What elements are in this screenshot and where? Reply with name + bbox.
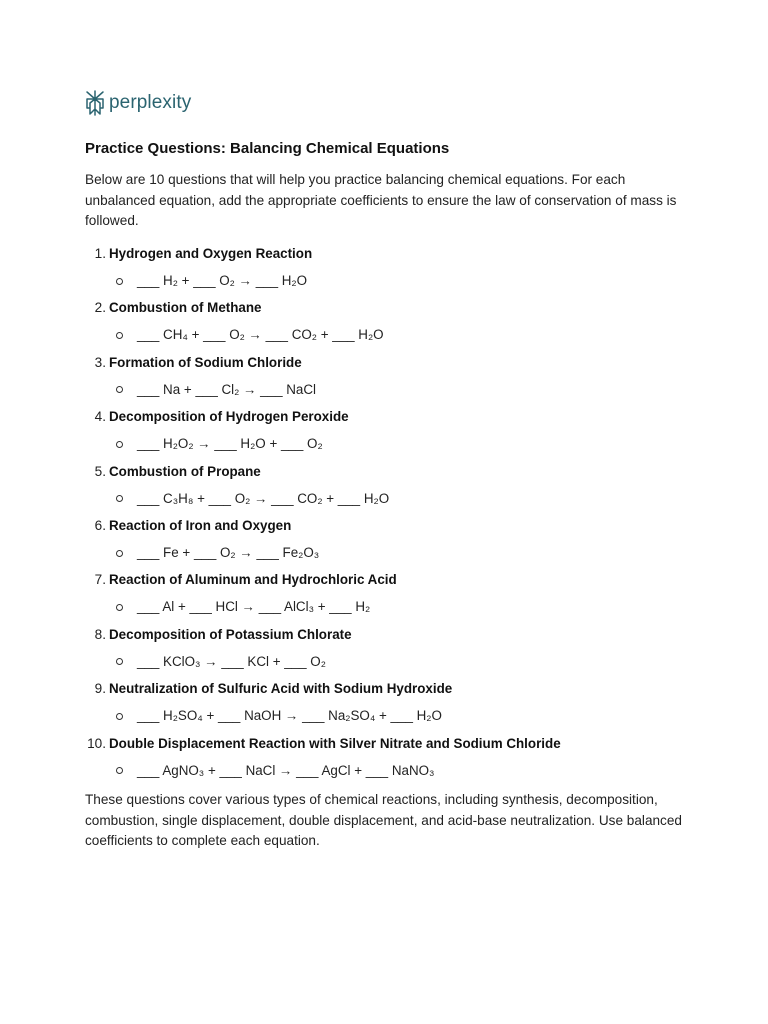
question-title: Decomposition of Potassium Chlorate [109, 626, 352, 642]
equation-row [116, 326, 384, 344]
question-number: 7. [94, 572, 106, 588]
question-number: 2. [94, 300, 106, 316]
equation-row [116, 490, 389, 508]
equation-row [116, 762, 434, 780]
question-equation: ___ KClO₃ → ___ KCl + ___ O₂ [137, 653, 326, 669]
question-title: Double Displacement Reaction with Silver Nitrate and Sodium Chloride [109, 735, 561, 751]
question-title: Reaction of Iron and Oxygen [109, 518, 292, 533]
equation-row [116, 653, 326, 671]
circle-bullet-icon [116, 550, 123, 557]
circle-bullet-icon [116, 658, 123, 665]
page-title: Practice Questions: Balancing Chemical Equations [85, 140, 450, 157]
question-equation: ___ Al + ___ HCl → ___ AlCl₃ + ___ H₂ [137, 599, 371, 615]
circle-bullet-icon [116, 713, 123, 720]
question-number: 5. [94, 463, 106, 479]
equation-row [116, 272, 307, 290]
equation-row [116, 707, 442, 725]
question-title: Neutralization of Sulfuric Acid with Sodium Hydroxide [109, 681, 453, 697]
question-number: 6. [94, 518, 106, 533]
question-equation: ___ CH₄ + ___ O₂ → ___ CO₂ + ___ H₂O [137, 327, 384, 343]
question-number: 9. [94, 681, 106, 697]
closing-paragraph: These questions cover various types of chemical reactions, including synthesis, decomposition, combustion, single displacement, double displacement, and acid-base neutralization. Use balanced coefficients to complete each equation. [85, 792, 682, 848]
question-title: Combustion of Methane [109, 300, 262, 316]
question-number: 8. [94, 626, 106, 642]
equation-row [116, 381, 316, 399]
circle-bullet-icon [116, 278, 123, 285]
question-equation: ___ H₂ + ___ O₂ → ___ H₂O [137, 273, 308, 288]
question-title: Hydrogen and Oxygen Reaction [109, 246, 313, 261]
question-number: 10. [87, 735, 106, 751]
question-number: 4. [94, 409, 106, 425]
circle-bullet-icon [116, 441, 123, 448]
intro-paragraph: Below are 10 questions that will help you practice balancing chemical equations. For each unbalanced equation, add the appropriate coefficients to ensure the law of conservation of mass is followed. [85, 172, 677, 228]
circle-bullet-icon [116, 386, 123, 393]
perplexity-logo [84, 90, 191, 116]
logo-text: perplexity [109, 92, 192, 113]
question-number: 1. [94, 246, 106, 261]
question-title: Formation of Sodium Chloride [109, 354, 302, 370]
question-title: Decomposition of Hydrogen Peroxide [109, 409, 349, 425]
question-equation: ___ AgNO₃ + ___ NaCl → ___ AgCl + ___ NaNO₃ [137, 762, 435, 778]
circle-bullet-icon [116, 767, 123, 774]
question-equation: ___ C₃H₈ + ___ O₂ → ___ CO₂ + ___ H₂O [137, 490, 390, 506]
equation-row [116, 544, 319, 562]
perplexity-logo-icon [84, 90, 106, 116]
question-equation: ___ H₂SO₄ + ___ NaOH → ___ Na₂SO₄ + ___ H₂O [137, 708, 442, 724]
circle-bullet-icon [116, 604, 123, 611]
circle-bullet-icon [116, 495, 123, 502]
question-title: Combustion of Propane [109, 463, 261, 479]
question-number: 3. [94, 354, 106, 370]
equation-row [116, 435, 323, 453]
equation-row [116, 598, 370, 616]
question-equation: ___ Na + ___ Cl₂ → ___ NaCl [137, 381, 317, 397]
question-title: Reaction of Aluminum and Hydrochloric Acid [109, 572, 397, 588]
circle-bullet-icon [116, 332, 123, 339]
question-equation: ___ Fe + ___ O₂ → ___ Fe₂O₃ [137, 545, 320, 560]
question-equation: ___ H₂O₂ → ___ H₂O + ___ O₂ [137, 436, 323, 452]
